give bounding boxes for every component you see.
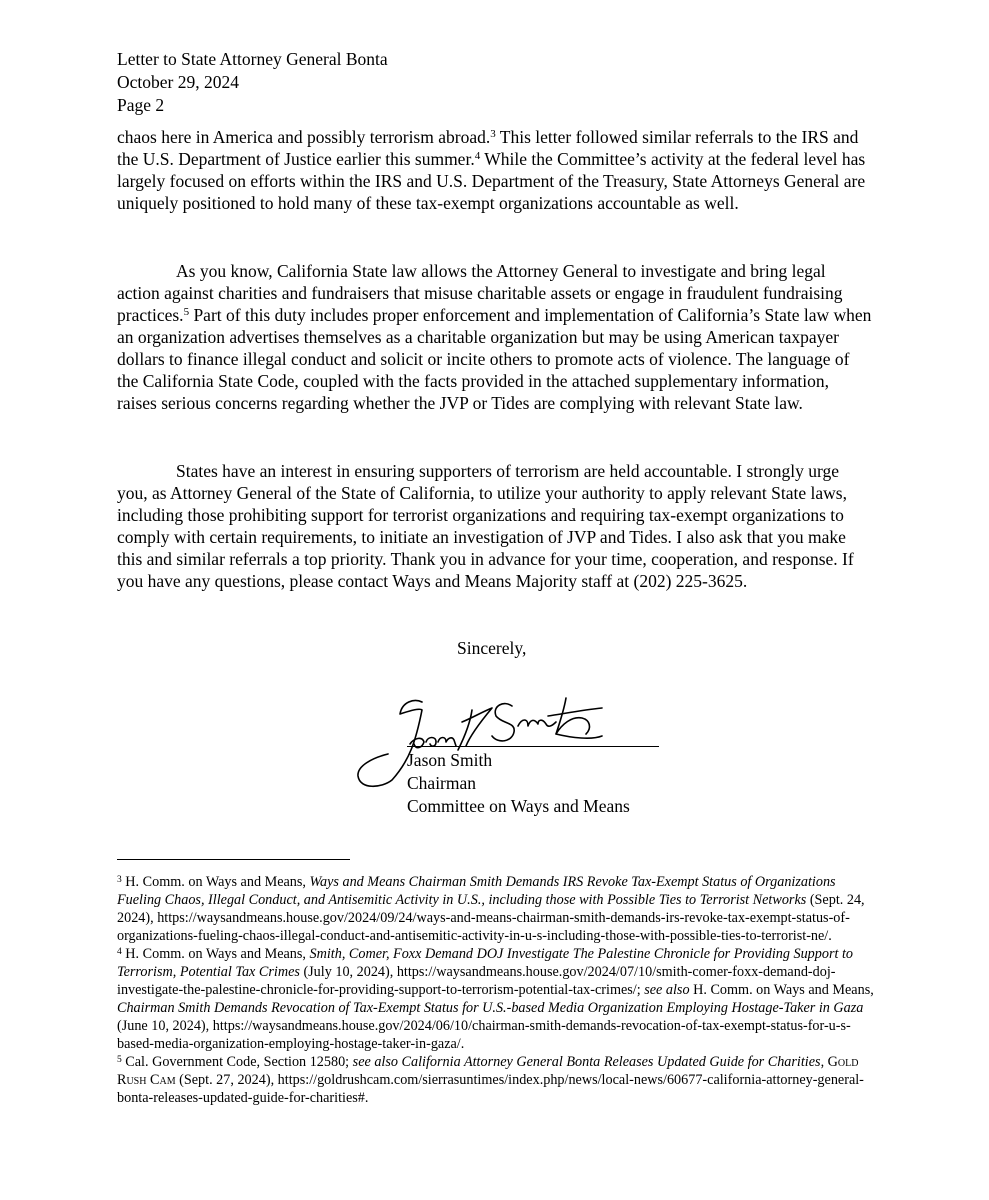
body-paragraph-3: States have an interest in ensuring supporters of terrorism are held accountable. I strongly urge you, as Attorney General of the State of California, to utilize your authority to apply relevant State laws, including those prohibiting support for terrorist organizations and requiring tax-exempt organizations to comply with certain requirements, to initiate an investigation of JVP and Tides. I also ask that you make this and similar referrals a top priority. Thank you in advance for your time, cooperation, and response. If you have any questions, please contact Ways and Means Majority staff at (202) 225-3625. — [117, 461, 854, 591]
signature-line — [407, 746, 659, 747]
body-paragraph-2: As you know, California State law allows the Attorney General to investigate and bring legal action against charities and fundraisers that misuse charitable assets or engage in fraudulent fundraising practices.$^5$ Part of this duty includes proper enforcement and implementation of California’s State law when an organization advertises themselves as a charitable organization but may be using American taxpayer dollars to finance illegal conduct and solicit or incite others to promote acts of violence. The language of the California State Code, coupled with the facts provided in the attached supplementary information, raises serious concerns regarding whether the JVP or Tides are complying with relevant State law. — [117, 261, 872, 413]
page-header — [117, 48, 388, 117]
signer-committee: Committee on Ways and Means — [407, 796, 630, 816]
footnote-ref-3: 3 — [490, 128, 496, 140]
footnote-ref-5: 5 — [183, 306, 190, 318]
header-recipient: Letter to State Attorney General Bonta — [117, 49, 388, 69]
header-page-number: Page 2 — [117, 95, 165, 115]
footnotes — [117, 873, 875, 1107]
signer-name: Jason Smith — [407, 750, 493, 770]
signer-title: Chairman — [407, 773, 477, 793]
footnote-5: $^5$ Cal. Government Code, Section 12580; see also California Attorney General Bonta Releases Updated Guide for Charities, Gold Rush Cam (Sept. 27, 2024), https://goldrushcam.com/sierrasuntimes/index.php/news/local-news/60677-california-attorney-general-bonta-releases-updated-guide-for-charities#. — [117, 1054, 864, 1106]
body-paragraph-1: chaos here in America and possibly terrorism abroad.$^3$ This letter followed similar referrals to the IRS and the U.S. Department of Justice earlier this summer.$^4$ While the Committee’s activity at the federal level has largely focused on efforts within the IRS and U.S. Department of the Treasury, State Attorneys General are uniquely positioned to hold many of these tax-exempt organizations accountable as well. — [117, 127, 866, 213]
footnote-4: $^4$ H. Comm. on Ways and Means, Smith, Comer, Foxx Demand DOJ Investigate The Palestine Chronicle for Providing Support to Terrorism, Potential Tax Crimes (July 10, 2024), https://waysandmeans.house.gov/2024/07/10/smith-comer-foxx-demand-doj-investigate-the-palestine-chronicle-for-providing-support-to-terrorism-potential-tax-crimes/; see also H. Comm. on Ways and Means, Chairman Smith Demands Revocation of Tax-Exempt Status for U.S.-based Media Organization Employing Hostage-Taker in Gaza (June 10, 2024), https://waysandmeans.house.gov/2024/06/10/chairman-smith-demands-revocation-of-tax-exempt-status-for-u-s-based-media-organization-employing-hostage-taker-in-gaza/. — [117, 946, 874, 1052]
header-date: October 29, 2024 — [117, 72, 239, 92]
footnote-3: $^3$ H. Comm. on Ways and Means, Ways and Means Chairman Smith Demands IRS Revoke Tax-Exempt Status of Organizations Fueling Chaos, Illegal Conduct, and Antisemitic Activity in U.S., including those with Possible Ties to Terrorist Networks (Sept. 24, 2024), https://waysandmeans.house.gov/2024/09/24/ways-and-means-chairman-smith-demands-irs-revoke-tax-exempt-status-of-organizations-fueling-chaos-illegal-conduct-and-antisemitic-activity-in-u-s-including-those-with-possible-ties-to-terrorist-ne/. — [117, 874, 865, 944]
footnote-separator — [117, 859, 350, 860]
closing-salutation: Sincerely, — [457, 638, 527, 658]
signer-block — [407, 749, 630, 818]
footnote-ref-4: 4 — [474, 150, 481, 162]
